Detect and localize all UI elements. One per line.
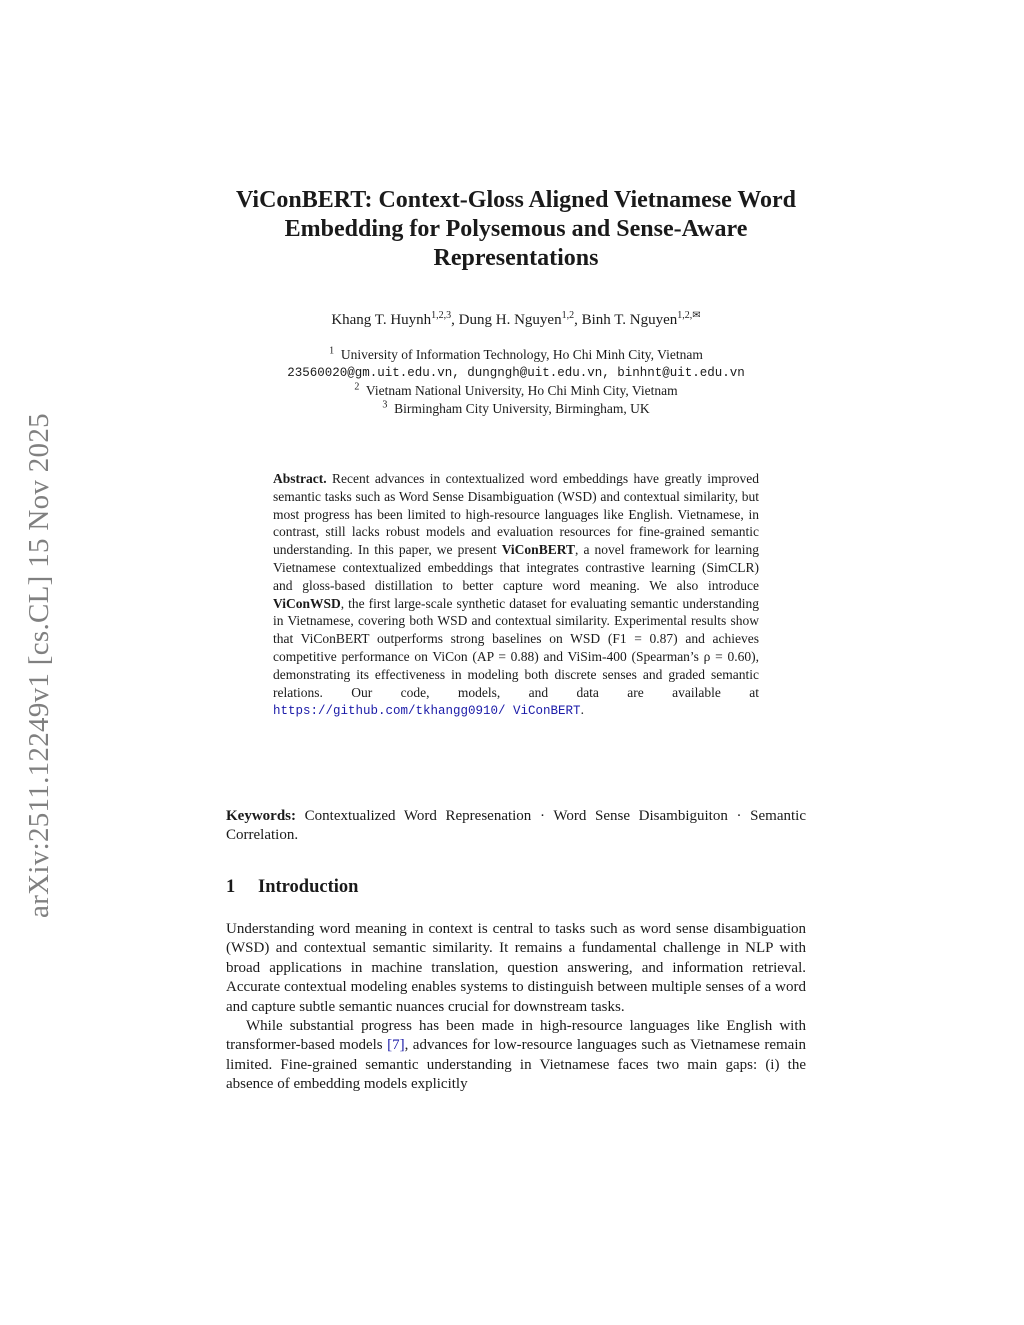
section-title: Introduction [258, 877, 359, 897]
keywords [226, 807, 806, 845]
affiliation-1 [226, 346, 806, 364]
affiliation-mark: 2 [354, 381, 360, 393]
paragraph-text: , advances for low-resource languages such as Vietnamese remain limited. Fine-grained semantic understanding in Vietnamese faces two main gaps: (i) the absence of embedding models explicitly [226, 1037, 807, 1093]
author-name: Binh T. Nguyen [581, 312, 678, 328]
abstract [273, 470, 759, 721]
affiliation-text: University of Information Technology, Ho Chi Minh City, Vietnam [340, 347, 703, 362]
affiliation-2 [226, 382, 806, 400]
arxiv-stamp-text: arXiv:2511.12249v1 [cs.CL] 15 Nov 2025 [22, 412, 55, 918]
abstract-text: Recent advances in contextualized word embeddings have greatly improved semantic tasks such as Word Sense Disambiguation (WSD) and contextual similarity, but most progress has been limited to high-resource languages like English. Vietnamese, in contrast, still lacks robust models and evaluation resources for fine-grained semantic understanding. In this paper, we present [273, 471, 759, 558]
paragraph [226, 1017, 806, 1095]
author-name: Khang T. Huynh [331, 312, 432, 328]
keywords-text: Contextualized Word Represenation · Word Sense Disambiguiton · Semantic Correlation. [226, 808, 806, 843]
affiliation-3 [226, 400, 806, 418]
dataset-name: ViConWSD [273, 595, 341, 611]
paragraph-text: While substantial progress has been made in high-resource languages like English with transformer-based models [226, 1018, 806, 1054]
author-emails: 23560020@gm.uit.edu.vn, dungngh@uit.edu.vn, binhnt@uit.edu.vn [287, 366, 745, 380]
abstract-text: , the first large-scale synthetic dataset for evaluating semantic understanding in Vietnamese, covering both WSD and contextual similarity. Experimental results show that ViConBERT outperforms strong baselines on WSD (F1 = 0.87) and achieves competitive performance on ViCon (AP = 0.88) and ViSim-400 (Spearman’s ρ = 0.60), demonstrating its effectiveness in modeling both discrete senses and graded semantic relations. Our code, models, and data are available at [273, 595, 759, 700]
keywords-label: Keywords: [226, 808, 296, 824]
section-number: 1 [226, 877, 236, 897]
author-marks: 1,2 [561, 310, 575, 321]
affiliation-mark: 1 [329, 345, 335, 357]
model-name: ViConBERT [501, 542, 575, 558]
citation-link[interactable]: [7] [387, 1037, 405, 1054]
affiliation-text: Birmingham City University, Birmingham, UK [394, 401, 650, 416]
abstract-text: , a novel framework for learning Vietnamese contextualized embeddings that integrates contrastive learning (SimCLR) and gloss-based distillation to better capture word meaning. We also introduce [273, 542, 759, 593]
affiliation-text: Vietnam National University, Ho Chi Minh City, Vietnam [365, 383, 678, 398]
section-heading [226, 877, 358, 898]
author-marks: 1,2,3 [431, 310, 452, 321]
author-separator: , [574, 312, 582, 328]
github-link[interactable]: https://github.com/tkhangg0910/ ViConBERT [273, 704, 581, 719]
arxiv-stamp [14, 370, 64, 960]
author-separator: , [451, 312, 459, 328]
abstract-end: . [580, 702, 584, 718]
abstract-label: Abstract. [273, 471, 327, 486]
author-name: Dung H. Nguyen [458, 312, 562, 328]
introduction-body [226, 920, 806, 1095]
author-marks: 1,2,✉ [677, 310, 701, 321]
affiliations [226, 346, 806, 418]
affiliation-mark: 3 [382, 399, 388, 411]
author-list [226, 312, 806, 329]
paper-title: ViConBERT: Context-Gloss Aligned Vietnamese Word Embedding for Polysemous and Sense-Aware Representations [235, 187, 797, 271]
paragraph: Understanding word meaning in context is central to tasks such as word sense disambiguation (WSD) and contextual semantic similarity. It remains a fundamental challenge in NLP with broad applications in machine translation, question answering, and information retrieval. Accurate contextual modeling enables systems to distinguish between multiple senses of a word and capture subtle semantic nuances crucial for downstream tasks. [226, 921, 806, 1015]
